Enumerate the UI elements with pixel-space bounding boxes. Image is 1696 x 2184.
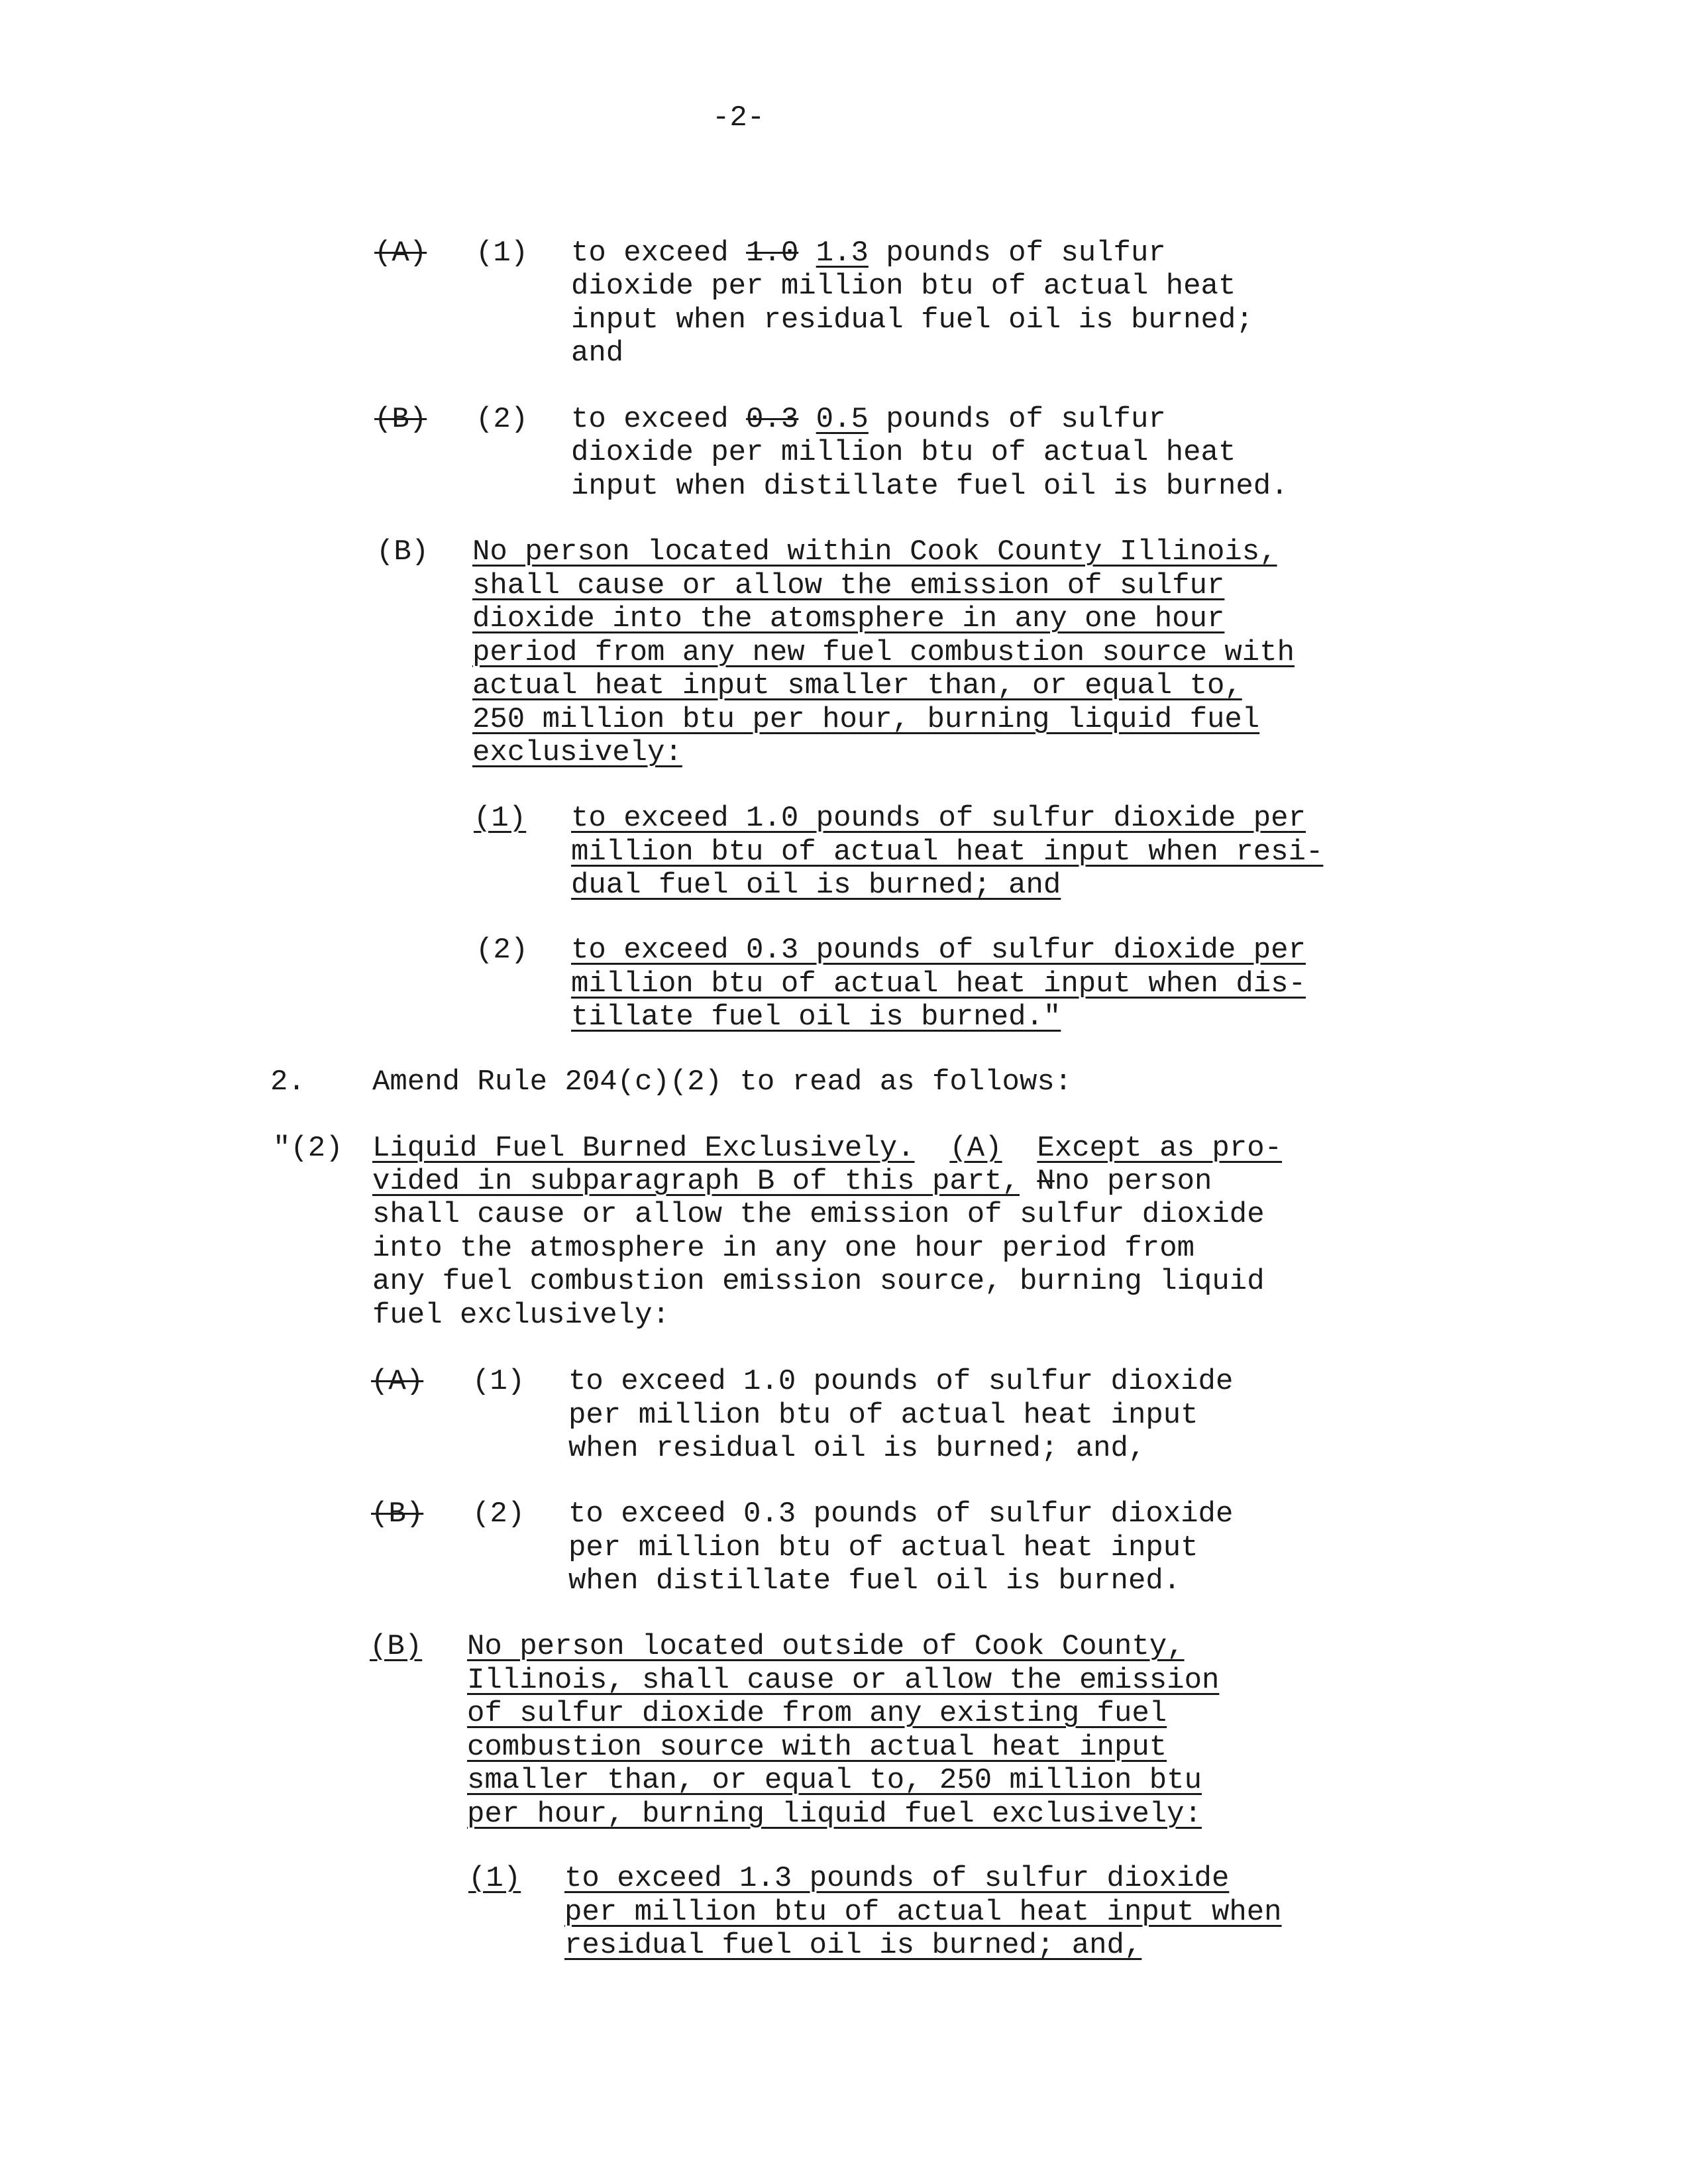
text-line: tillate fuel oil is burned." (571, 1001, 1061, 1034)
deleted-value: 0.3 (746, 403, 799, 436)
text-line: of sulfur dioxide from any existing fuel (467, 1697, 1167, 1730)
inserted-a-label: (A) (949, 1132, 1002, 1165)
text-line: million btu of actual heat input when resi- (571, 835, 1324, 869)
text-line: 250 million btu per hour, burning liquid fuel (472, 702, 1260, 736)
text-line: per million btu of actual heat input (568, 1531, 1198, 1564)
text-line: to exceed 1.3 pounds of sulfur dioxide (564, 1862, 1230, 1895)
text-line: combustion source with actual heat input (467, 1730, 1167, 1764)
inserted-except: Except as pro- (1037, 1132, 1283, 1165)
subitem-label-2: (2) (476, 934, 529, 967)
text-line: per million btu of actual heat input when (564, 1895, 1282, 1929)
text-line: Illinois, shall cause or allow the emission (467, 1663, 1220, 1697)
inserted-value: 1.3 (816, 237, 869, 270)
text-line: to exceed 0.3 pounds of sulfur dioxide per (571, 934, 1306, 967)
rule-heading: Liquid Fuel Burned Exclusively. (372, 1132, 915, 1165)
text-line: and (571, 337, 624, 370)
text-line: dioxide into the atomsphere in any one hour (472, 602, 1225, 635)
rule-item-1-text (568, 1365, 1233, 1466)
text-line: residual fuel oil is burned; and, (564, 1929, 1142, 1962)
text-line: million btu of actual heat input when dis- (571, 967, 1306, 1001)
rule-body (372, 1198, 1265, 1332)
text-line: period from any new fuel combustion source with (472, 635, 1295, 669)
text-line: actual heat input smaller than, or equal to, (472, 669, 1242, 702)
amend-instruction: Amend Rule 204(c)(2) to read as follows: (372, 1065, 1073, 1099)
text-line: input when residual fuel oil is burned; (571, 303, 1253, 337)
text-line: dioxide per million btu of actual heat (571, 436, 1236, 469)
deleted-label-b: (B) (374, 403, 427, 436)
deleted-label-a: (A) (374, 237, 427, 270)
page-number: -2- (712, 101, 765, 135)
inserted-paragraph-b-2 (467, 1630, 1219, 1831)
text-line: shall cause or allow the emission of sulfur dioxide (372, 1198, 1265, 1231)
text-line: dual fuel oil is burned; and (571, 869, 1061, 902)
rule-item-2-text (568, 1498, 1233, 1598)
text-line: shall cause or allow the emission of sulfur (472, 569, 1225, 602)
text-line: fuel exclusively: (372, 1298, 670, 1332)
rule-label: "(2) (273, 1132, 343, 1165)
rule-second-line (372, 1165, 1212, 1198)
item-1-text (571, 270, 1253, 370)
item-1-first-text: pounds of sulfur (886, 237, 1166, 270)
text-line: dioxide per million btu of actual heat (571, 270, 1236, 303)
item-2-pre: to exceed (571, 403, 747, 436)
inserted-value: 0.5 (816, 403, 869, 436)
text-line: when distillate fuel oil is burned. (568, 1564, 1181, 1598)
item-label-2-2: (2) (472, 1498, 525, 1531)
text-line: No person located within Cook County Illinois, (472, 535, 1277, 569)
text-line: exclusively: (472, 736, 682, 769)
item-label-1: (1) (476, 237, 529, 270)
inserted-subitem-2 (571, 934, 1306, 1034)
text-line: to exceed 1.0 pounds of sulfur dioxide (568, 1365, 1234, 1398)
inserted-subitem-1-2 (564, 1862, 1282, 1963)
text-line: No person located outside of Cook County, (467, 1630, 1185, 1663)
text-line: any fuel combustion emission source, burning liquid (372, 1265, 1265, 1298)
item-1-pre: to exceed (571, 237, 747, 270)
deleted-capital-n: N (1037, 1165, 1055, 1198)
item-label-2: (2) (476, 403, 529, 436)
text-line: per million btu of actual heat input (568, 1398, 1198, 1432)
paragraph-label-b: (B) (376, 535, 429, 569)
subitem-label-1: (1) (474, 802, 527, 835)
text-line: when residual oil is burned; and, (568, 1432, 1146, 1465)
text-line: per hour, burning liquid fuel exclusively: (467, 1797, 1202, 1831)
text-line: smaller than, or equal to, 250 million btu (467, 1764, 1202, 1797)
text-line: to exceed 1.0 pounds of sulfur dioxide per (571, 802, 1306, 835)
text-line: to exceed 0.3 pounds of sulfur dioxide (568, 1498, 1234, 1531)
inserted-provided: vided in subparagraph B of this part, (372, 1165, 1020, 1198)
paragraph-label-b-2: (B) (370, 1630, 423, 1663)
rule-first-line (372, 1132, 1282, 1165)
item-number-2: 2. (270, 1065, 305, 1099)
text-line: input when distillate fuel oil is burned. (571, 469, 1289, 503)
item-label-1-2: (1) (472, 1365, 525, 1398)
text-line: into the atmosphere in any one hour period from (372, 1231, 1195, 1265)
inserted-paragraph-b (472, 535, 1295, 770)
inserted-subitem-1 (571, 802, 1323, 902)
item-2-first-text: pounds of sulfur (886, 403, 1166, 436)
item-2-first-line (571, 403, 1166, 436)
item-2-text (571, 436, 1289, 503)
rule-second-rest: no person (1054, 1165, 1212, 1198)
item-1-first-line (571, 237, 1166, 270)
subitem-label-1-2: (1) (468, 1862, 521, 1895)
deleted-label-a-2: (A) (371, 1365, 424, 1398)
deleted-value: 1.0 (746, 237, 799, 270)
deleted-label-b-2: (B) (371, 1498, 424, 1531)
